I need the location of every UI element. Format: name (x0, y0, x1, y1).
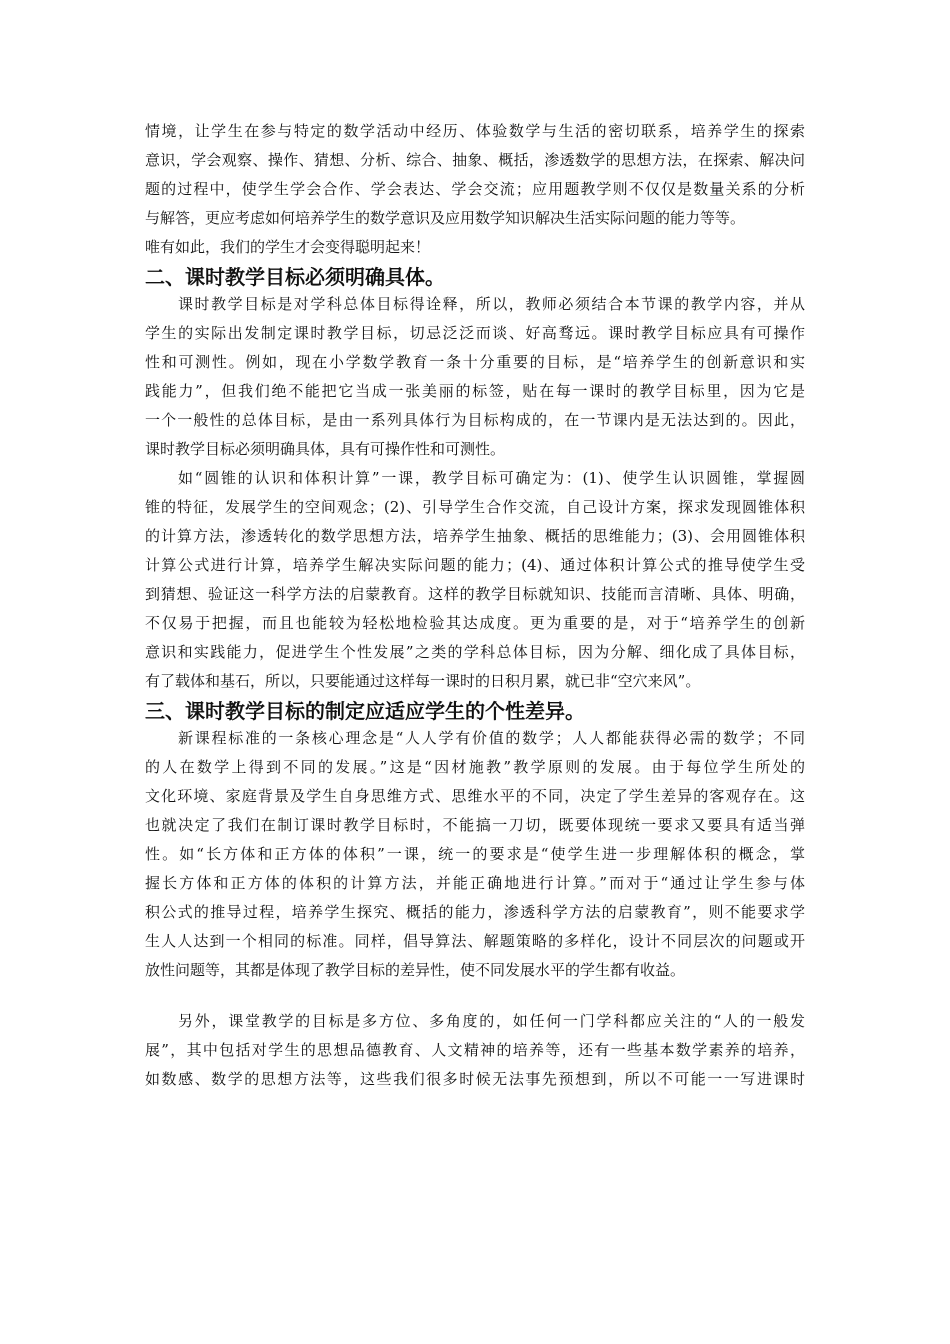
text-line: 唯有如此，我们的学生才会变得聪明起来！ (145, 238, 431, 256)
text-line: 生人人达到一个相同的标准。同样，倡导算法、解题策略的多样化，设计不同层次的问题或开 (145, 932, 805, 950)
text-line: 性和可测性。例如，现在小学数学教育一条十分重要的目标，是“培养学生的创新意识和实 (145, 353, 805, 371)
section3-paragraph-1 (145, 724, 805, 985)
text-line: 如“圆锥的认识和体积计算”一课，教学目标可确定为：(1)、使学生认识圆锥，掌握圆 (178, 469, 805, 487)
text-line: 另外，课堂教学的目标是多方位、多角度的，如任何一门学科都应关注的“人的一般发 (178, 1012, 805, 1030)
text-line: 有了载体和基石，所以，只要能通过这样每一课时的日积月累，就已非“空穴来风”。 (145, 672, 701, 690)
text-line: 不仅易于把握，而且也能较为轻松地检验其达成度。更为重要的是，对于“培养学生的创新 (145, 614, 805, 632)
text-line: 学生的实际出发制定课时教学目标，切忌泛泛而谈、好高骛远。课时教学目标应具有可操作 (145, 324, 805, 342)
text-line: 性。如“长方体和正方体的体积”一课，统一的要求是“使学生进一步理解体积的概念，掌 (145, 845, 805, 863)
section2-paragraph-2 (145, 464, 805, 696)
text-line: 课时教学目标必须明确具体，具有可操作性和可测性。 (145, 440, 506, 458)
document-body (145, 117, 805, 1094)
text-line: 一个一般性的总体目标，是由一系列具体行为目标构成的，在一节课内是无法达到的。因此， (145, 411, 805, 429)
continuation-paragraph (145, 117, 805, 262)
text-line: 意识和实践能力，促进学生个性发展”之类的学科总体目标，因为分解、细化成了具体目标， (145, 643, 805, 661)
text-line: 的人在数学上得到不同的发展。”这是“因材施教”教学原则的发展。由于每位学生所处的 (145, 758, 805, 776)
text-line: 如数感、数学的思想方法等，这些我们很多时候无法事先预想到，所以不可能一一写进课时 (145, 1070, 805, 1088)
text-line: 计算公式进行计算，培养学生解决实际问题的能力；(4)、通过体积计算公式的推导使学生受 (145, 556, 805, 574)
text-line: 与解答，更应考虑如何培养学生的数学意识及应用数学知识解决生活实际问题的能力等等。 (145, 209, 746, 227)
text-line: 题的过程中，使学生学会合作、学会表达、学会交流；应用题教学则不仅仅是数量关系的分析 (145, 180, 805, 198)
text-line: 新课程标准的一条核心理念是“人人学有价值的数学；人人都能获得必需的数学；不同 (178, 729, 805, 747)
text-line: 握长方体和正方体的体积的计算方法，并能正确地进行计算。”而对于“通过让学生参与体 (145, 874, 805, 892)
text-line: 意识，学会观察、操作、猜想、分析、综合、抽象、概括，渗透数学的思想方法，在探索、解决问 (145, 151, 805, 169)
paragraph-gap (145, 985, 805, 1007)
text-line: 放性问题等，其都是体现了教学目标的差异性，使不同发展水平的学生都有收益。 (145, 961, 686, 979)
text-line: 展”，其中包括对学生的思想品德教育、人文精神的培养等，还有一些基本数学素养的培养， (145, 1041, 805, 1059)
closing-paragraph (145, 1007, 805, 1094)
section2-paragraph-1 (145, 290, 805, 464)
section-heading-3: 三、课时教学目标的制定应适应学生的个性差异。 (145, 699, 585, 723)
text-line: 的计算方法，渗透转化的数学思想方法，培养学生抽象、概括的思维能力；(3)、会用圆锥体积 (145, 527, 805, 545)
text-line: 文化环境、家庭背景及学生自身思维方式、思维水平的不同，决定了学生差异的客观存在。这 (145, 787, 805, 805)
text-line: 践能力”，但我们绝不能把它当成一张美丽的标签，贴在每一课时的教学目标里，因为它是 (145, 382, 805, 400)
text-line: 也就决定了我们在制订课时教学目标时，不能搞一刀切，既要体现统一要求又要具有适当弹 (145, 816, 805, 834)
text-line: 课时教学目标是对学科总体目标得诠释，所以，教师必须结合本节课的教学内容，并从 (178, 295, 805, 313)
text-line: 锥的特征，发展学生的空间观念；(2)、引导学生合作交流，自己设计方案，探求发现圆锥体积 (145, 498, 805, 516)
section-heading-2: 二、课时教学目标必须明确具体。 (145, 265, 445, 289)
text-line: 积公式的推导过程，培养学生探究、概括的能力，渗透科学方法的启蒙教育”，则不能要求学 (145, 903, 805, 921)
text-line: 情境，让学生在参与特定的数学活动中经历、体验数学与生活的密切联系，培养学生的探索 (145, 122, 805, 140)
text-line: 到猜想、验证这一科学方法的启蒙教育。这样的教学目标就知识、技能而言清晰、具体、明确， (145, 585, 805, 603)
